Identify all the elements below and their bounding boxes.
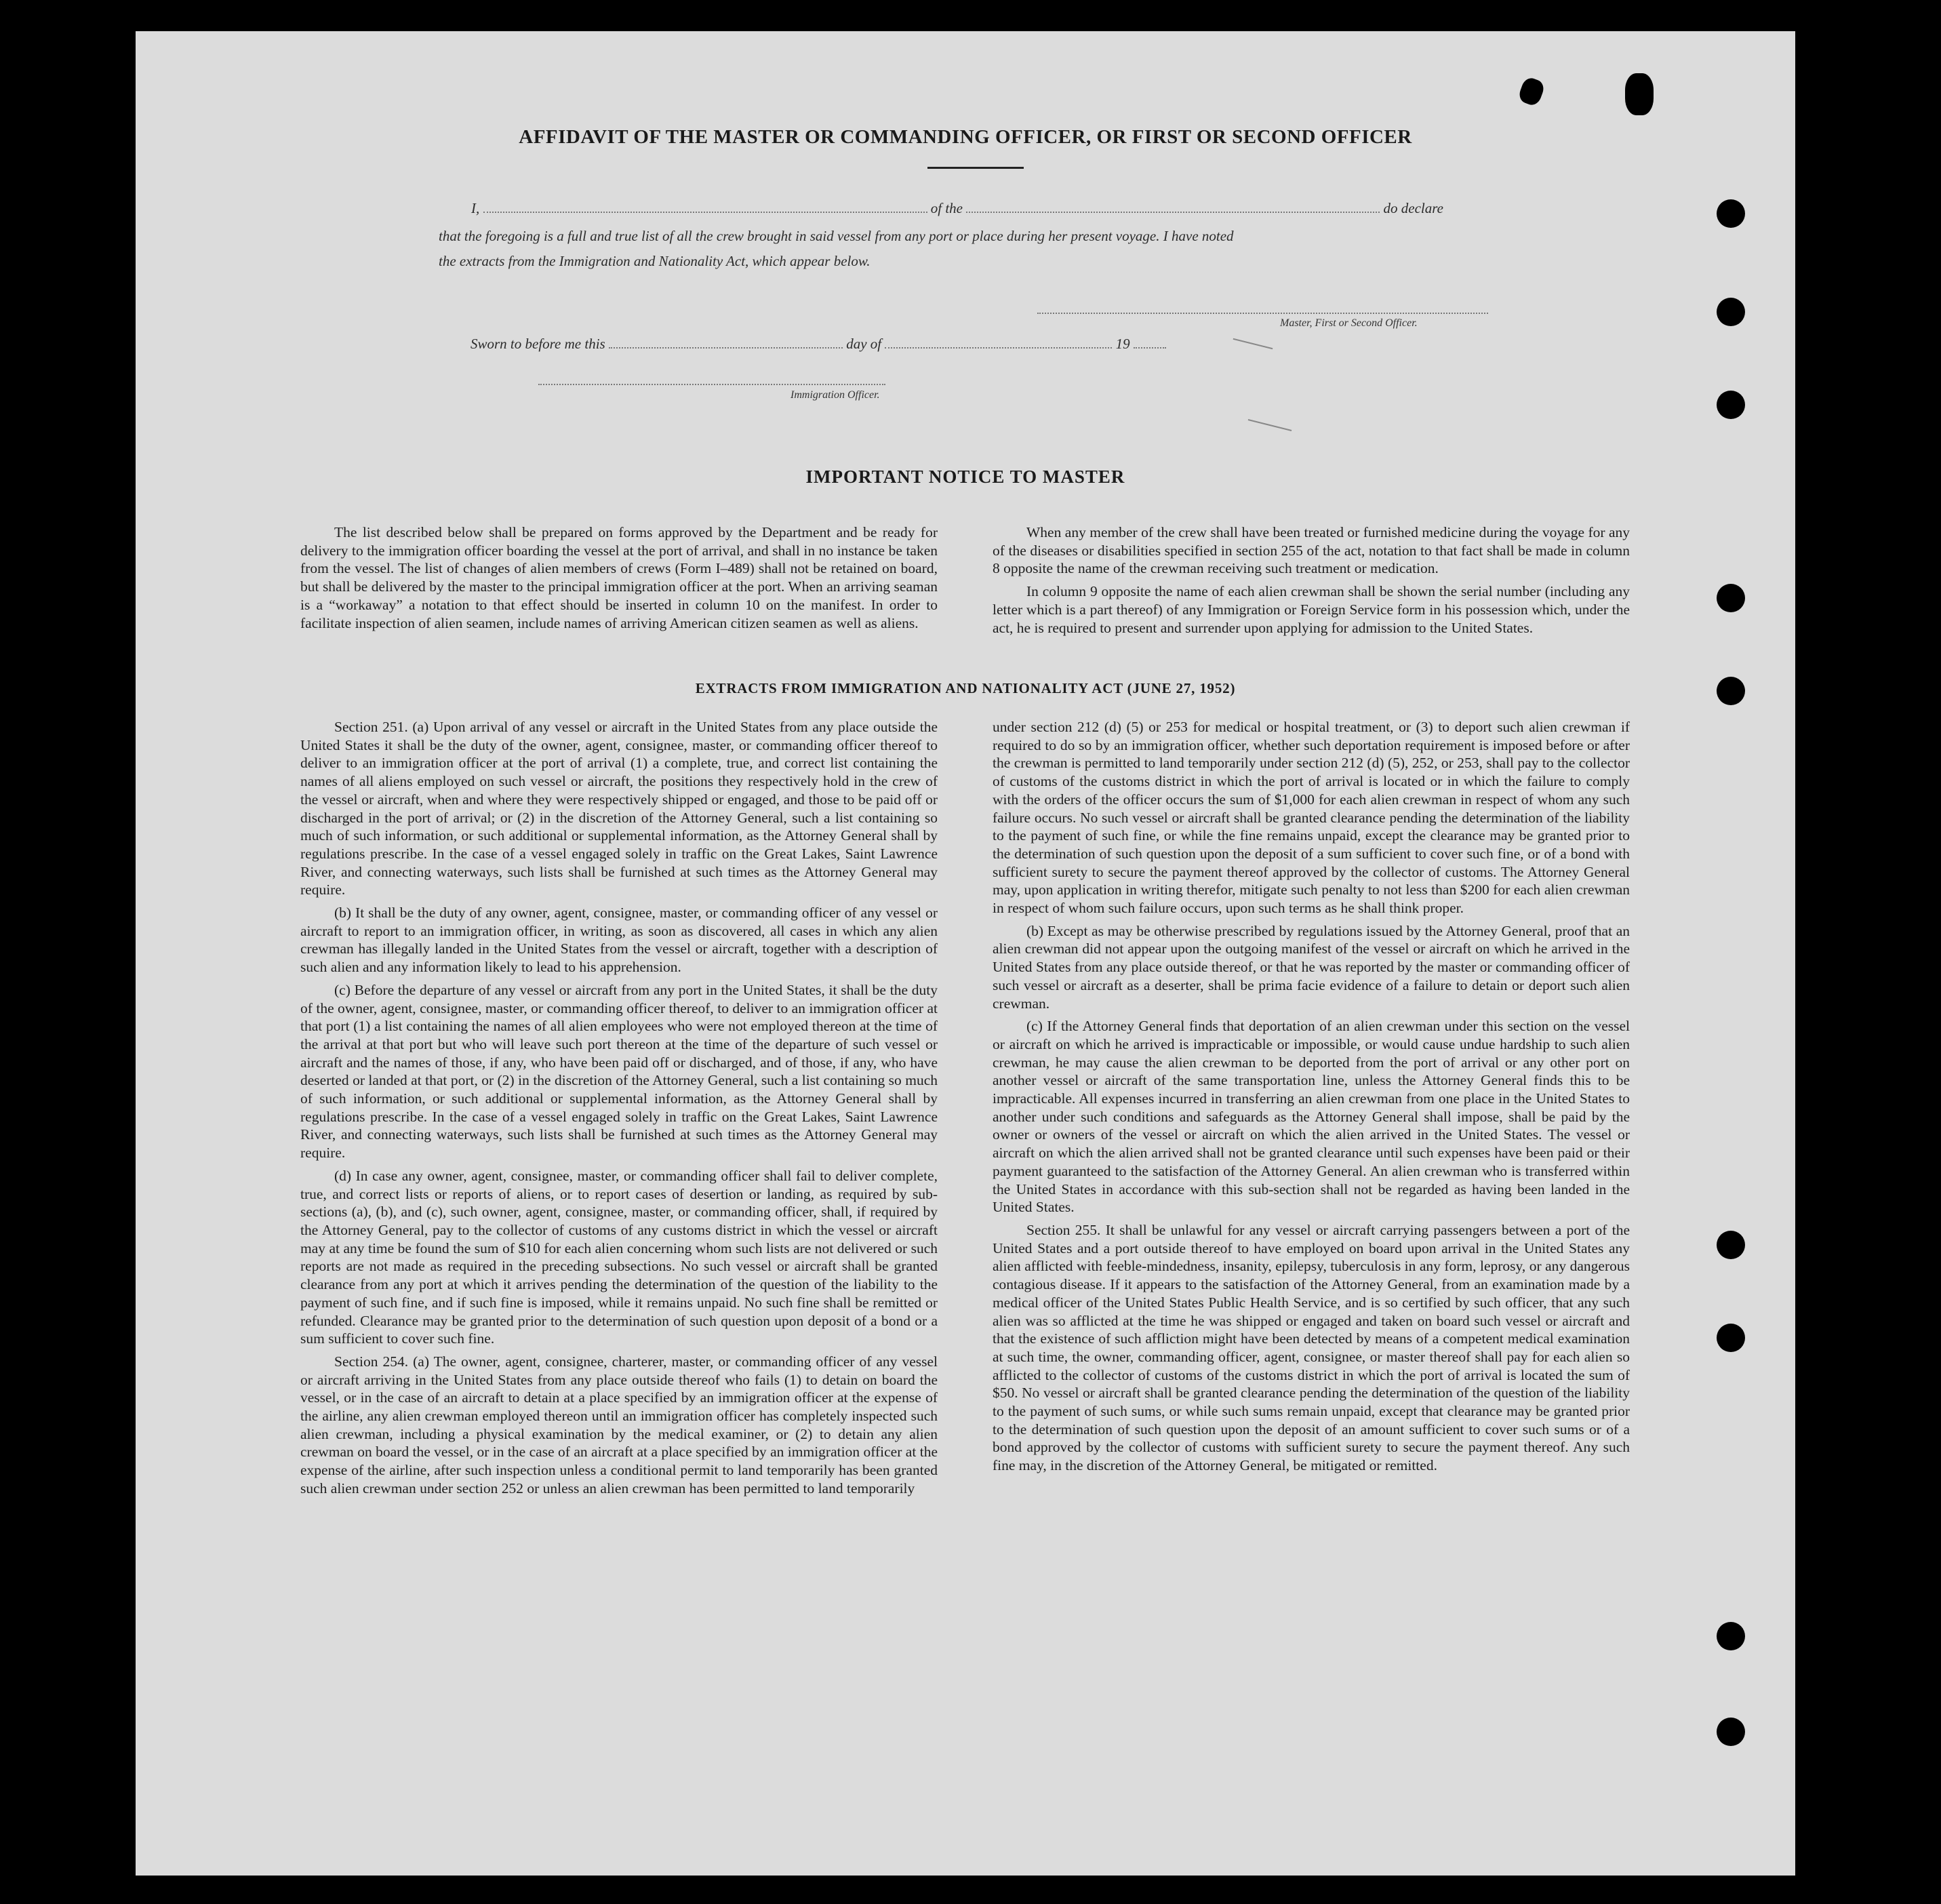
vessel-blank[interactable] [966, 199, 1380, 213]
notice-paragraph: The list described below shall be prepared on forms approved by the Department and be ready for delivery to the immigration officer boarding the vessel at the port of arrival, and shall in no instance be taken from the vessel. The list of changes of alien members of crews (Form I–489) shall not be retained on board, but shall be delivered by the master to the principal immigration officer at the port. When an arriving seaman is a “workaway” a notation to that effect should be inserted in column 10 on the manifest. In order to facilitate inspection of alien seamen, include names of arriving American citizen seamen as well as aliens. [300, 524, 938, 631]
ink-blot [1517, 76, 1546, 108]
binder-hole [1717, 391, 1745, 419]
officer-signature-line[interactable] [538, 384, 885, 385]
officer-caption: Immigration Officer. [791, 389, 880, 401]
notice-right-column [993, 523, 1630, 637]
binder-hole [1717, 199, 1745, 228]
act-paragraph: (c) If the Attorney General finds that deportation of an alien crewman under this section on the vessel or aircraft on which he arrived is impracticable or impossible, or would cause undue hardship to such alien crewman, he may cause the alien crewman to be deported from the port of arrival or any other port on another vessel or aircraft of the same transportation line, unless the Attorney General finds this to be impracticable. All expenses incurred in transferring an alien crewman from one place in the United States to another under such conditions and safeguards as the Attorney General shall impose, shall be paid by the owner or owners of the vessel or aircraft on which the alien arrived in the United States. The vessel or aircraft on which the alien arrived shall not be granted clearance until such expenses have been paid or their payment guaranteed to the satisfaction of the Attorney General. An alien crewman who is transferred within the United States in accordance with this sub-section shall not be regarded as having been landed in the United States. [993, 1018, 1630, 1216]
binder-hole [1717, 298, 1745, 326]
master-caption: Master, First or Second Officer. [1280, 317, 1418, 329]
declaration-line-3: the extracts from the Immigration and Nationality Act, which appear below. [439, 253, 871, 269]
sworn-year-blank[interactable] [1134, 335, 1166, 349]
extracts-heading: EXTRACTS FROM IMMIGRATION AND NATIONALITY ACT (JUNE 27, 1952) [695, 680, 1236, 696]
act-paragraph: (b) It shall be the duty of any owner, agent, consignee, master, or commanding officer of any vessel or aircraft to report to an immigration officer, in writing, as soon as discovered, all cases in which any alien crewman has illegally landed in the United States from the vessel or aircraft, together with a description of such alien and any information likely to lead to his apprehension. [300, 905, 938, 976]
binder-hole [1717, 1231, 1745, 1259]
notice-left-column [300, 523, 938, 632]
binder-hole [1717, 1324, 1745, 1352]
declare-i-label: I, [471, 200, 480, 216]
title-rule [927, 167, 1024, 169]
act-paragraph: under section 212 (d) (5) or 253 for medical or hospital treatment, or (3) to deport such alien crewman if required to do so by an immigration officer, whether such deportation requirement is imposed before or after the crewman is permitted to land temporarily under section 212 (d) (5), 252, or 253, shall pay to the collector of customs of the customs district in which the port of arrival is located or in which the failure to comply with the orders of the officer occurs the sum of $1,000 for each alien crewman in respect of whom any such failure occurs. No such vessel or aircraft shall be granted clearance pending the determination of the liability to the payment of such fine, or while the fine remains unpaid, except the clearance may be granted prior to the determination of such question upon the deposit of a sum sufficient to cover such fine, or of a bond with sufficient surety to secure the payment thereof approved by the collector of customs. The Attorney General may, upon application in writing therefor, mitigate such penalty to not less than $200 for each alien crewman in respect of whom such failure occurs, upon such terms as he shall think proper. [993, 719, 1630, 917]
binder-hole [1717, 1622, 1745, 1650]
extracts-left-column [300, 718, 938, 1498]
act-paragraph: Section 251. (a) Upon arrival of any vessel or aircraft in the United States from any place outside the United States it shall be the duty of the owner, agent, consignee, master, or commanding officer thereof to deliver to an immigration officer at the port of arrival (1) a complete, true, and correct list containing the names of all aliens employed on such vessel or aircraft, the positions they respectively hold in the crew of the vessel or aircraft, when and where they were respectively shipped or engaged, and those to be paid off or discharged in the port of arrival; or (2) in the discretion of the Attorney General, such a list containing so much of such information, or such additional or supplemental information, as the Attorney General shall by regulations prescribe. In the case of a vessel engaged solely in traffic on the Great Lakes, Saint Lawrence River, and connecting waterways, such lists shall be furnished at such times as the Attorney General may require. [300, 719, 938, 898]
sworn-month-blank[interactable] [885, 335, 1112, 349]
declaration-line-1 [471, 199, 1443, 217]
notice-heading: IMPORTANT NOTICE TO MASTER [805, 467, 1125, 487]
notice-paragraph: In column 9 opposite the name of each alien crewman shall be shown the serial number (including any letter which is a part thereof) of any Immigration or Foreign Service form in his possession which, under the act, he is required to present and surrender upon applying for admission to the United States. [993, 583, 1630, 636]
sworn-line [471, 335, 1166, 353]
notice-paragraph: When any member of the crew shall have been treated or furnished medicine during the voyage for any of the diseases or disabilities specified in section 255 of the act, notation to that fact shall be made in column 8 opposite the name of the crewman receiving such treatment or medication. [993, 524, 1630, 577]
declare-of-the-label: of the [930, 200, 963, 216]
ink-blot [1625, 73, 1654, 115]
extracts-right-column [993, 718, 1630, 1475]
act-paragraph: Section 255. It shall be unlawful for any vessel or aircraft carrying passengers between a port of the United States and a port outside thereof to have employed on board upon arrival in the United States any alien afflicted with feeble-mindedness, insanity, epilepsy, tuberculosis in any form, leprosy, or any dangerous contagious disease. If it appears to the satisfaction of the Attorney General, from an examination made by a medical officer of the United States Public Health Service, and is so certified by such officer, that any such alien was so afflicted at the time he was shipped or engaged and taken on board such vessel or aircraft and that the existence of such affliction might have been detected by means of a competent medical examination at such time, the owner, commanding officer, agent, consignee, or master thereof shall pay for each alien so afflicted to the collector of customs of the customs district in which the port of arrival is located the sum of $50. No vessel or aircraft shall be granted clearance pending the determination of the question of the liability to the payment of such sums, or while such sums remain unpaid, except that clearance may be granted prior to the determination of such question upon the deposit of an amount sufficient to cover such sums or of a bond approved by the collector of customs with sufficient surety to secure the payment thereof. Any such fine may, in the discretion of the Attorney General, be mitigated or remitted. [993, 1221, 1630, 1474]
binder-hole [1717, 584, 1745, 612]
act-paragraph: (b) Except as may be otherwise prescribed by regulations issued by the Attorney General, proof that an alien crewman did not appear upon the outgoing manifest of the vessel or aircraft on which he arrived in the United States from any place outside thereof, or that he was reported by the master or commanding officer of such vessel or aircraft as a deserter, shall be prima facie evidence of a failure to detain or deport such alien crewman. [993, 922, 1630, 1012]
binder-hole [1717, 1718, 1745, 1746]
act-paragraph: (d) In case any owner, agent, consignee, master, or commanding officer shall fail to deliver complete, true, and correct lists or reports of aliens, or to report cases of desertion or landing, as required by sub-sections (a), (b), and (c), such owner, agent, consignee, master, or commanding officer, shall, if required by the Attorney General, pay to the collector of customs of any customs district in which the vessel or aircraft may at any time be found the sum of $10 for each alien concerning whom such lists are not delivered or such reports are not made as required in the preceding subsections. No such vessel or aircraft shall be granted clearance from any port at which it arrives pending the determination of the question of the liability to the payment of such fine, and if such fine is imposed, while it remains unpaid. No such fine shall be remitted or refunded. Clearance may be granted prior to the determination of such question upon deposit of a bond or a sum sufficient to cover such fine. [300, 1167, 938, 1347]
act-paragraph: (c) Before the departure of any vessel or aircraft from any port in the United States, it shall be the duty of the owner, agent, consignee, master, or commanding officer thereof, to deliver to an immigration officer at that port (1) a list containing the names of all alien employees who were not employed thereon at the time of the arrival at that port but who will leave such port thereon at the time of the departure of such vessel or aircraft and the names of those, if any, who have been paid off or discharged, and of those, if any, who have deserted or landed at that port, or (2) in the discretion of the Attorney General, such a list containing so much of such information, or such additional or supplemental information, as the Attorney General shall by regulations prescribe. In the case of a vessel engaged solely in traffic on the Great Lakes, Saint Lawrence River, and connecting waterways, such lists shall be furnished at such times as the Attorney General may require. [300, 981, 938, 1162]
declaration-line-2: that the foregoing is a full and true list of all the crew brought in said vessel from any port or place during her present voyage. I have noted [439, 228, 1234, 244]
affidavit-title: AFFIDAVIT OF THE MASTER OR COMMANDING OFFICER, OR FIRST OR SECOND OFFICER [519, 126, 1412, 148]
smudge-mark [1248, 419, 1292, 431]
name-blank[interactable] [483, 199, 927, 213]
sworn-day-blank[interactable] [609, 335, 843, 349]
sworn-day-of: day of [846, 336, 882, 352]
act-paragraph: Section 254. (a) The owner, agent, consignee, charterer, master, or commanding officer of any vessel or aircraft arriving in the United States from any place outside thereof who fails (1) to detain on board the vessel, or in the case of an aircraft to detain at a place specified by an immigration officer at the expense of the airline, any alien crewman employed thereon until an immigration officer has completely inspected such alien crewman, including a physical examination by the medical examiner, or (2) to detain any alien crewman on board the vessel, or in the case of an aircraft at a place specified by an immigration officer at the expense of the airline, after such inspection unless a conditional permit to land temporarily has been granted such alien crewman under section 252 or unless an alien crewman has been permitted to land temporarily [300, 1353, 938, 1496]
document-page [136, 31, 1795, 1876]
sworn-prefix: Sworn to before me this [471, 336, 605, 352]
smudge-mark [1233, 338, 1273, 349]
declare-do-declare-label: do declare [1383, 200, 1443, 216]
master-signature-line[interactable] [1037, 313, 1488, 314]
sworn-year-label: 19 [1115, 336, 1130, 352]
